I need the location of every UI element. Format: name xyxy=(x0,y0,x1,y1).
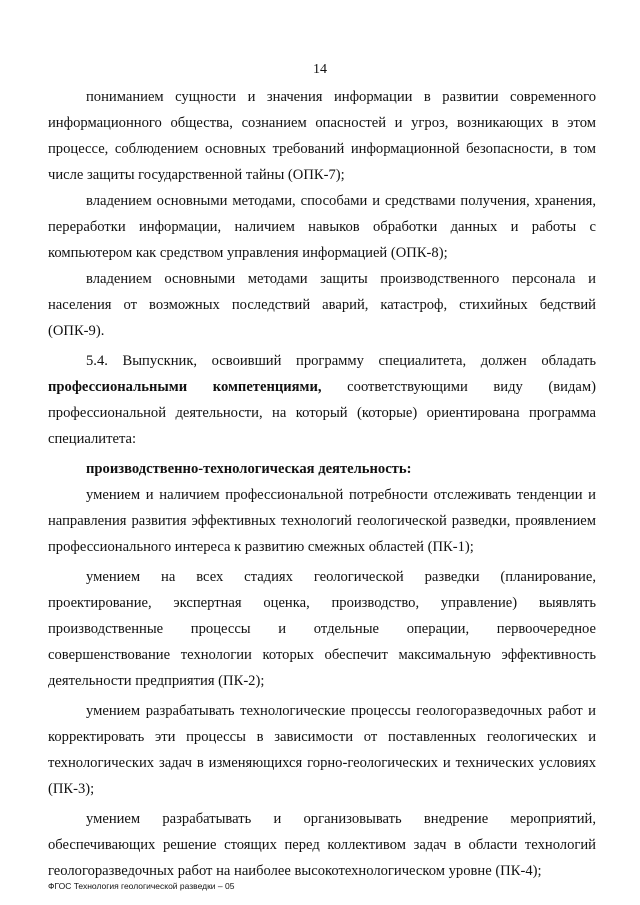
paragraph-5-4-tail: соответствующими виду (видам) профессиональной деятельности, на который (которые) ориентирована программа специалитета: xyxy=(48,379,596,447)
paragraph-opk8: владением основными методами, способами и средствами получения, хранения, переработки информации, наличием навыков обработки данных и работы с компьютером как средством управления информацией (ОПК-8); xyxy=(48,193,596,261)
paragraph-opk7: пониманием сущности и значения информации в развитии современного информационного общества, сознанием опасностей и угроз, возникающих в этом процессе, соблюдением основных требований информационной безопасности, в том числе защиты государственной тайны (ОПК-7); xyxy=(48,89,596,183)
paragraph-pk3: умением разрабатывать технологические процессы геологоразведочных работ и корректировать эти процессы в зависимости от поставленных геологических и технологических задач в изменяющихся горно-геологических и технических условиях (ПК-3); xyxy=(48,703,596,797)
professional-competencies-term: профессиональными компетенциями, xyxy=(48,379,322,395)
section-heading-text: производственно-технологическая деятельность: xyxy=(86,461,412,477)
page-number: 14 xyxy=(313,62,327,77)
section-heading xyxy=(48,456,596,482)
paragraph-pk2: умением на всех стадиях геологической разведки (планирование, проектирование, экспертная оценка, производство, управление) выявлять производственные процессы и отдельные операции, первоочередное совершенствование технологии которых обеспечит максимальную эффективность деятельности предприятия (ПК-2); xyxy=(48,569,596,689)
paragraph-pk4: умением разрабатывать и организовывать внедрение мероприятий, обеспечивающих решение стоящих перед коллективом задач в области технологий геологоразведочных работ на наиболее высокотехнологическом уровне (ПК-4); xyxy=(48,811,596,879)
paragraph-pk1: умением и наличием профессиональной потребности отслеживать тенденции и направления развития эффективных технологий геологической разведки, проявлением профессионального интереса к развитию смежных областей (ПК-1); xyxy=(48,487,596,555)
document-body xyxy=(48,84,596,884)
paragraph-5-4-lead: 5.4. Выпускник, освоивший программу специалитета, должен обладать xyxy=(86,353,596,369)
footer-note: ФГОС Технология геологической разведки – 05 xyxy=(48,881,235,891)
paragraph-opk9: владением основными методами защиты производственного персонала и населения от возможных последствий аварий, катастроф, стихийных бедствий (ОПК-9). xyxy=(48,271,596,339)
paragraph-5-4 xyxy=(48,348,596,452)
